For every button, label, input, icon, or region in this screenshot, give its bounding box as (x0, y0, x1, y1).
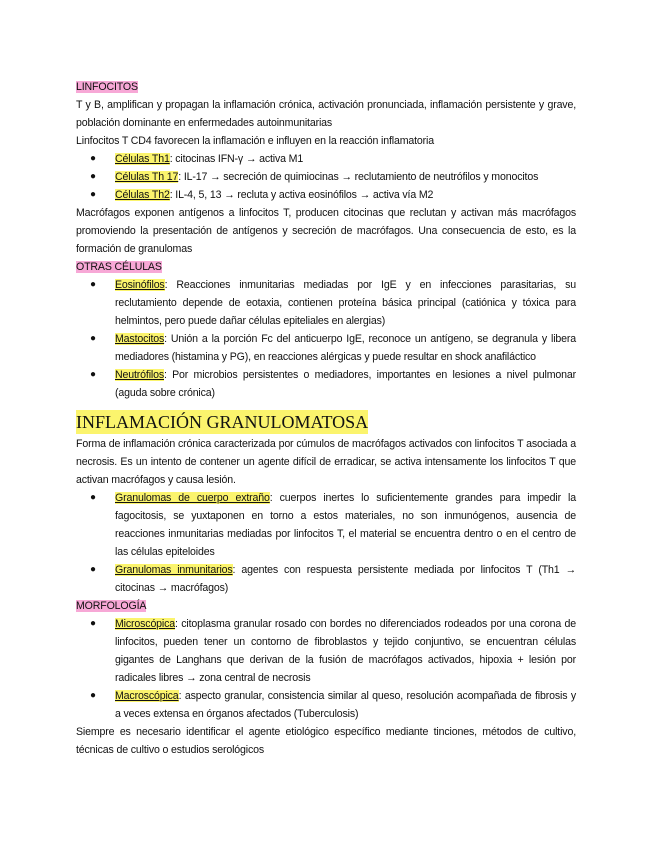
term-text: : Unión a la porción Fc del anticuerpo IgE, reconoce un antígeno, se degranula y libera mediadores (histamina y PG), en reacciones alérgicas y puede resultar en shock anafiláctico (115, 333, 576, 363)
bullet-icon: ● (90, 333, 96, 344)
section-otras-celulas (76, 258, 576, 402)
term-text: : Reacciones inmunitarias mediadas por IgE y en infecciones parasitarias, su reclutamiento depende de eotaxia, contienen proteína básica principal (catiónica y tóxica para helmintos, pero puede dañar células epiteliales en alergias) (115, 279, 576, 327)
list-item (76, 150, 576, 168)
term-text: : citocinas IFN-γ → activa M1 (169, 153, 304, 165)
linfocitos-bullet-list (76, 150, 576, 204)
heading-inflamacion-granulomatosa: INFLAMACIÓN GRANULOMATOSA (76, 412, 369, 432)
linfocitos-paragraph-2: Linfocitos T CD4 favorecen la inflamación e influyen en la reacción inflamatoria (76, 135, 435, 147)
section-morfologia (76, 597, 576, 759)
linfocitos-paragraph-1: T y B, amplifican y propagan la inflamación crónica, activación pronunciada, inflamación persistente y grave, población dominante en enfermedades autoinmunitarias (76, 99, 576, 129)
section-linfocitos (76, 78, 576, 258)
list-item (76, 489, 576, 561)
term-label: Granulomas de cuerpo extraño (115, 492, 270, 504)
term-label: Macroscópica (115, 690, 179, 702)
section-inflamacion-granulomatosa (76, 402, 576, 597)
bullet-icon: ● (90, 369, 96, 380)
term-text: : aspecto granular, consistencia similar al queso, resolución acompañada de fibrosis y a veces extensa en órganos afectados (Tuberculosis) (115, 690, 576, 720)
term-label: Células Th2 (115, 189, 170, 201)
term-text: : IL-4, 5, 13 → recluta y activa eosinófilos → activa vía M2 (169, 189, 434, 201)
morfologia-final-paragraph: Siempre es necesario identificar el agente etiológico específico mediante tinciones, métodos de cultivo, técnicas de cultivo o estudios serológicos (76, 726, 576, 756)
bullet-icon: ● (90, 279, 96, 290)
bullet-icon: ● (90, 171, 96, 182)
list-item (76, 276, 576, 330)
term-label: Neutrófilos (115, 369, 164, 381)
term-text: : IL-17 → secreción de quimiocinas → reclutamiento de neutrófilos y monocitos (178, 171, 539, 183)
bullet-icon: ● (90, 618, 96, 629)
heading-linfocitos: LINFOCITOS (76, 81, 138, 93)
list-item (76, 615, 576, 687)
bullet-icon: ● (90, 153, 96, 164)
term-text: : citoplasma granular rosado con bordes no diferenciados rodeados por una corona de linfocitos, pueden tener un contorno de fibroblastos y tejido conjuntivo, se encuentran células gigantes de Langhans que derivan de la fusión de macrófagos activados, hipoxia + lesión por radicales libres → zona central de necrosis (115, 618, 576, 684)
bullet-icon: ● (90, 189, 96, 200)
term-text: : cuerpos inertes lo suficientemente grandes para impedir la fagocitosis, se yuxtaponen en torno a estos materiales, no son inmunógenos, ausencia de reacciones inmunitarias mediadas por linfocitos T, el material se encuentra dentro o en el centro de las células epiteloides (115, 492, 576, 558)
term-label: Células Th 17 (115, 171, 179, 183)
otras-celulas-bullet-list (76, 276, 576, 402)
list-item (76, 687, 576, 723)
granulomatosa-paragraph: Forma de inflamación crónica caracterizada por cúmulos de macrófagos activados con linfocitos T asociada a necrosis. Es un intento de contener un agente difícil de erradicar, se activa intensamente los linfocitos T que activan macrófagos y causa lesión. (76, 438, 576, 486)
term-label: Microscópica (115, 618, 176, 630)
linfocitos-paragraph-3: Macrófagos exponen antígenos a linfocitos T, producen citocinas que reclutan y activan más macrófagos promoviendo la presentación de antígenos y secreción de macrófagos. Una consecuencia de esto, es la formación de granulomas (76, 207, 576, 255)
list-item (76, 330, 576, 366)
bullet-icon: ● (90, 492, 96, 503)
heading-otras-celulas: OTRAS CÉLULAS (76, 261, 162, 273)
term-text: : agentes con respuesta persistente mediada por linfocitos T (Th1 → citocinas → macrófagos) (115, 564, 576, 594)
term-text: : Por microbios persistentes o mediadores, importantes en lesiones a nivel pulmonar (aguda sobre crónica) (115, 369, 576, 399)
document-content (76, 78, 576, 759)
list-item (76, 168, 576, 186)
granulomatosa-bullet-list (76, 489, 576, 597)
term-label: Granulomas inmunitarios (115, 564, 233, 576)
list-item (76, 561, 576, 597)
bullet-icon: ● (90, 564, 96, 575)
term-label: Células Th1 (115, 153, 170, 165)
term-label: Mastocitos (115, 333, 165, 345)
list-item (76, 366, 576, 402)
morfologia-bullet-list (76, 615, 576, 723)
heading-morfologia: MORFOLOGÍA (76, 600, 147, 612)
term-label: Eosinófilos (115, 279, 165, 291)
bullet-icon: ● (90, 690, 96, 701)
list-item (76, 186, 576, 204)
